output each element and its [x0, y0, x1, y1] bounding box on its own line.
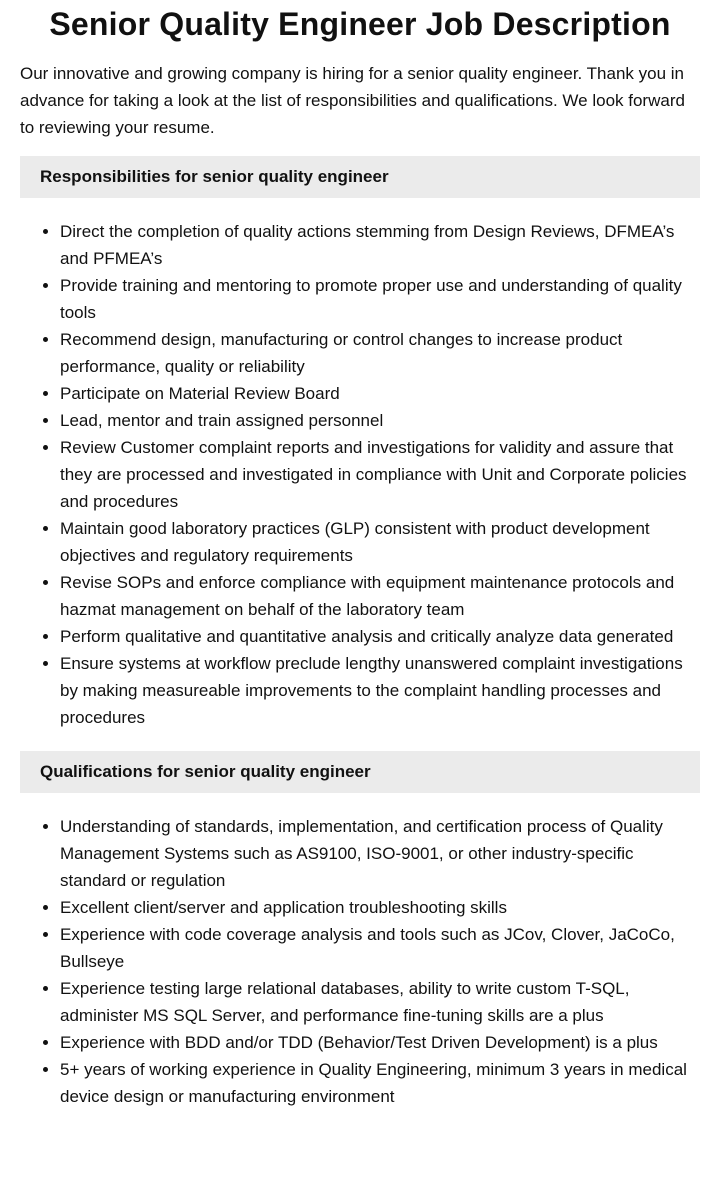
qualification-item: • Understanding of standards, implementation, and certification process of Quality Management Systems such as AS9100, ISO-9001, or other industry-specific standard or regulation [60, 813, 700, 894]
qualification-item: • Experience with BDD and/or TDD (Behavior/Test Driven Development) is a plus [60, 1029, 700, 1056]
responsibility-item: • Perform qualitative and quantitative analysis and critically analyze data generated [60, 623, 700, 650]
responsibility-item: • Review Customer complaint reports and investigations for validity and assure that they are processed and investigated in compliance with Unit and Corporate policies and procedures [60, 434, 700, 515]
qualifications-heading: Qualifications for senior quality engineer [20, 751, 700, 793]
responsibility-item: • Direct the completion of quality actions stemming from Design Reviews, DFMEA’s and PFMEA’s [60, 218, 700, 272]
qualifications-list [20, 813, 700, 1110]
qualification-item: • Experience with code coverage analysis and tools such as JCov, Clover, JaCoCo, Bullseye [60, 921, 700, 975]
responsibilities-list [20, 218, 700, 731]
qualification-item: • Excellent client/server and application troubleshooting skills [60, 894, 700, 921]
qualification-item: • 5+ years of working experience in Quality Engineering, minimum 3 years in medical device design or manufacturing environment [60, 1056, 700, 1110]
responsibility-item: • Participate on Material Review Board [60, 380, 700, 407]
responsibility-item: • Recommend design, manufacturing or control changes to increase product performance, quality or reliability [60, 326, 700, 380]
responsibility-item: • Maintain good laboratory practices (GLP) consistent with product development objectives and regulatory requirements [60, 515, 700, 569]
responsibility-item: • Revise SOPs and enforce compliance with equipment maintenance protocols and hazmat management on behalf of the laboratory team [60, 569, 700, 623]
responsibility-item: • Lead, mentor and train assigned personnel [60, 407, 700, 434]
qualification-item: • Experience testing large relational databases, ability to write custom T-SQL, administer MS SQL Server, and performance fine-tuning skills are a plus [60, 975, 700, 1029]
intro-paragraph: Our innovative and growing company is hiring for a senior quality engineer. Thank you in advance for taking a look at the list of responsibilities and qualifications. We look forward to reviewing your resume. [20, 64, 685, 137]
page-title: Senior Quality Engineer Job Description [49, 6, 671, 42]
responsibility-item: • Ensure systems at workflow preclude lengthy unanswered complaint investigations by making measureable improvements to the complaint handling processes and procedures [60, 650, 700, 731]
responsibility-item: • Provide training and mentoring to promote proper use and understanding of quality tools [60, 272, 700, 326]
responsibilities-heading: Responsibilities for senior quality engineer [20, 156, 700, 198]
